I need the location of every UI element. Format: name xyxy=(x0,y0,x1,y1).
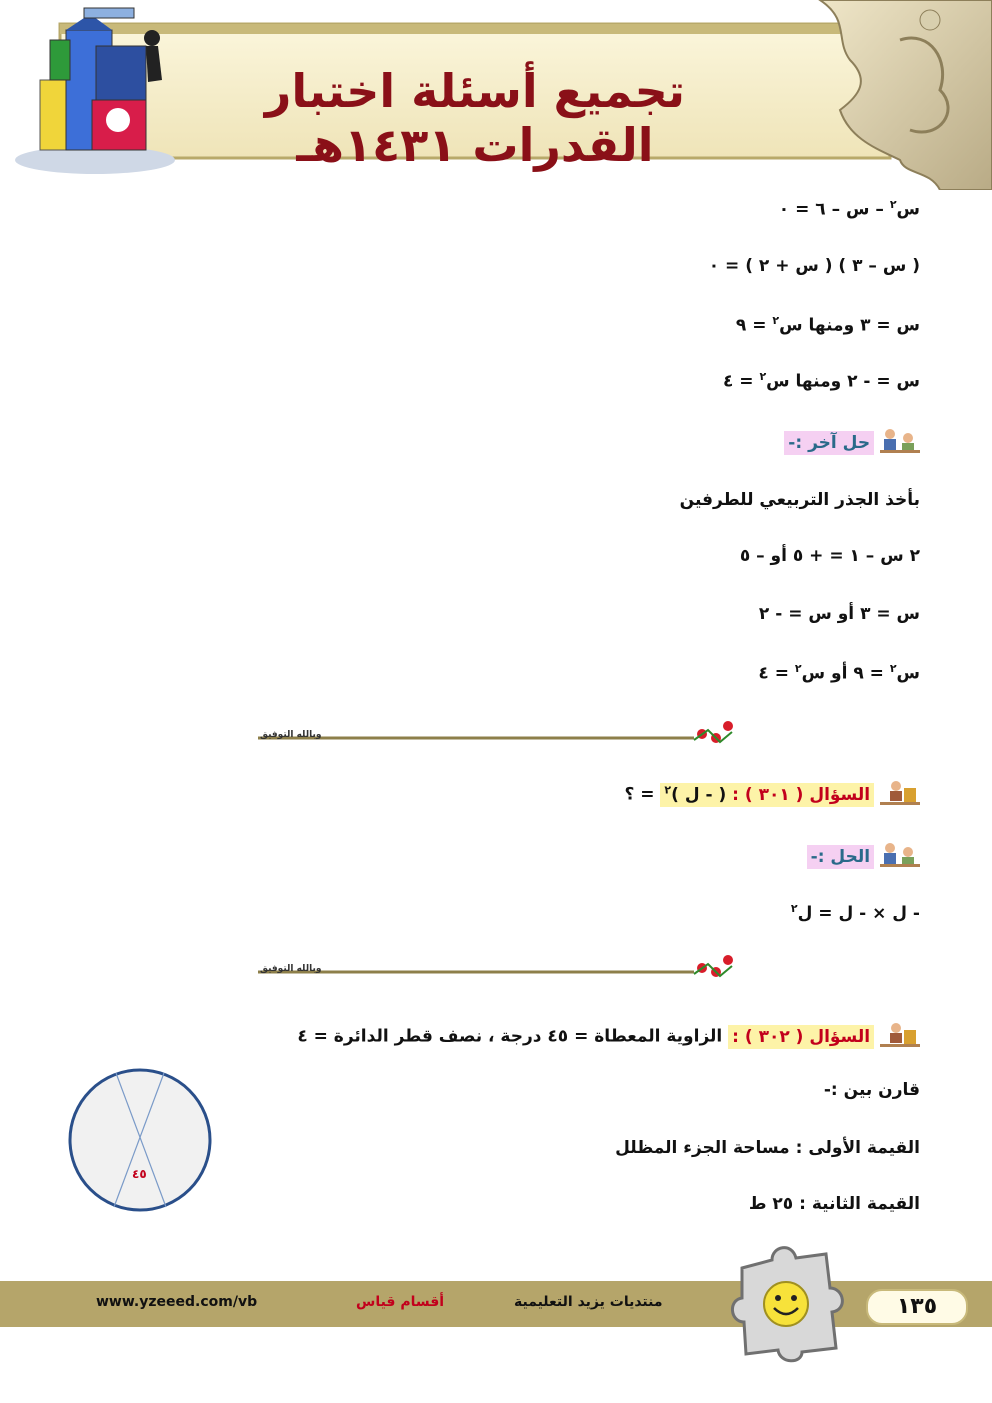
solution-label: الحل :- xyxy=(807,845,874,869)
question-302-text: الزاوية المعطاة = ٤٥ درجة ، نصف قطر الدائرة = ٤ xyxy=(297,1026,723,1047)
equation-line-3: س = ٣ ومنها س$^٢$ = ٩ xyxy=(735,314,920,336)
angle-label: ٤٥ xyxy=(132,1167,147,1181)
reading-student-icon xyxy=(880,778,920,811)
page-number: ١٣٥ xyxy=(866,1289,968,1325)
alt-line-1: بأخذ الجذر التربيعي للطرفين xyxy=(679,490,920,510)
equation-line-4: س = - ٢ ومنها س$^٢$ = ٤ xyxy=(722,370,920,392)
students-icon xyxy=(880,426,920,459)
alt-line-4: س$^٢$ = ٩ أو س$^٢$ = ٤ xyxy=(758,662,920,684)
compare-heading: قارن بين :- xyxy=(823,1080,920,1100)
forum-name: منتديات يزيد التعليمية xyxy=(514,1294,663,1310)
flower-divider xyxy=(258,716,738,750)
header-title: تجميع أسئلة اختبار القدرات ١٤٣١هـ xyxy=(264,64,686,172)
website-url[interactable]: www.yzeeed.com/vb xyxy=(96,1294,258,1310)
divider-caption: وبالله التوفيق xyxy=(260,730,322,740)
section-name: أقسام قياس xyxy=(356,1294,445,1310)
equation-line-1: س$^٢$ – س – ٦ = ٠ xyxy=(778,198,920,220)
circle-figure xyxy=(66,1066,214,1214)
equation-line-2: ( س – ٣ ) ( س + ٢ ) = ٠ xyxy=(708,256,920,276)
smiley-puzzle-icon xyxy=(722,1238,850,1364)
question-301: السؤال ( ٣٠١ ) : ( - ل )$^٢$ = ؟ xyxy=(624,778,920,811)
first-value: القيمة الأولى : مساحة الجزء المظلل xyxy=(615,1138,920,1158)
question-302-label: السؤال ( ٣٠٢ ) : xyxy=(732,1026,871,1047)
alt-line-3: س = ٣ أو س = - ٢ xyxy=(758,604,920,624)
solution-301: - ل × - ل = ل$^٢$ xyxy=(790,902,920,924)
alt-solution-label: حل آخر :- xyxy=(784,431,874,455)
students-icon xyxy=(880,840,920,873)
question-302 xyxy=(297,1020,920,1053)
alt-line-2: ٢ س – ١ = + ٥ أو – ٥ xyxy=(739,546,920,566)
solution-heading xyxy=(807,840,920,873)
flower-divider xyxy=(258,950,738,984)
question-301-label: السؤال ( ٣٠١ ) : xyxy=(732,784,871,805)
divider-caption: وبالله التوفيق xyxy=(260,964,322,974)
reading-student-icon xyxy=(880,1020,920,1053)
alt-solution-heading xyxy=(784,426,920,459)
second-value: القيمة الثانية : ٢٥ ط xyxy=(748,1194,920,1214)
